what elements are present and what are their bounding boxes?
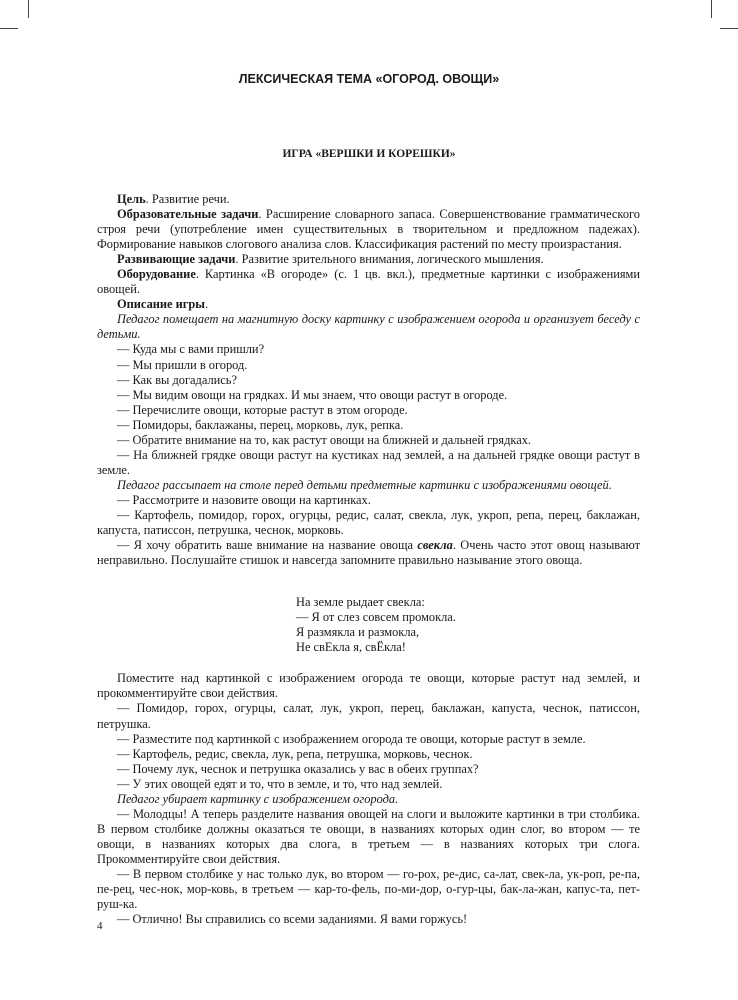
edu-tasks-label: Образовательные задачи xyxy=(117,207,259,222)
edu-tasks-paragraph xyxy=(97,207,640,252)
dev-tasks-label: Развивающие задачи xyxy=(117,252,236,267)
goal-text: . Развитие речи. xyxy=(145,192,230,206)
equipment-paragraph xyxy=(97,267,640,297)
spacer xyxy=(97,568,640,595)
crop-mark-top-left xyxy=(28,0,29,18)
dialogue-line: — На ближней грядке овощи растут на кустиках над землей, а на дальней грядке овощи растут в земле. xyxy=(97,447,640,477)
dialogue-line: — Помидоры, баклажаны, перец, морковь, лук, репка. xyxy=(117,417,404,432)
page-number: 4 xyxy=(97,920,103,932)
document-body xyxy=(97,192,640,927)
beet-pre: — Я хочу обратить ваше внимание на название овоща xyxy=(117,538,418,553)
beet-post: . Очень часто этот овощ называют неправильно. Послушайте стишок и навсегда запомните правильно называние этого овоща. xyxy=(97,538,641,568)
dialogue-line: Поместите над картинкой с изображением огорода те овощи, которые растут над землей, и прокомментируйте свои действия. xyxy=(97,671,640,701)
poem-line: — Я от слез совсем промокла. xyxy=(296,610,456,625)
dialogue-line: — Перечислите овощи, которые растут в этом огороде. xyxy=(117,402,408,417)
dev-tasks-paragraph xyxy=(97,252,640,267)
description-label: Описание игры xyxy=(117,297,205,312)
beet-word: свекла xyxy=(417,538,453,553)
topic-title: ЛЕКСИЧЕСКАЯ ТЕМА «ОГОРОД. ОВОЩИ» xyxy=(238,72,500,86)
dialogue-line: — Мы пришли в огород. xyxy=(117,357,248,372)
dialogue-line: — Мы видим овощи на грядках. И мы знаем, что овощи растут в огороде. xyxy=(117,387,508,402)
dialogue-line: — Как вы догадались? xyxy=(117,372,237,387)
description-heading xyxy=(97,297,640,312)
crop-mark-top-right-h xyxy=(720,28,738,29)
dialogue-line: — У этих овощей едят и то, что в земле, и то, что над землей. xyxy=(117,776,443,791)
dialogue-line: — Обратите внимание на то, как растут овощи на ближней и дальней грядках. xyxy=(117,432,531,447)
dialogue-line: — Рассмотрите и назовите овощи на картинках. xyxy=(117,492,371,507)
equipment-label: Оборудование xyxy=(117,267,196,282)
dialogue-line: — Картофель, помидор, горох, огурцы, редис, салат, свекла, лук, укроп, репа, перец, баклажан, капуста, патиссон, петрушка, чеснок, морковь. xyxy=(97,507,640,538)
poem-line: Не свЕкла я, свЁкла! xyxy=(296,640,406,655)
beet-paragraph xyxy=(97,538,640,568)
dialogue-line: — Куда мы с вами пришли? xyxy=(117,342,265,357)
dialogue-line: — Отлично! Вы справились со всеми заданиями. Я вами горжусь! xyxy=(117,912,468,927)
poem-line: Я размякла и размокла, xyxy=(296,625,420,640)
poem xyxy=(296,595,640,655)
dialogue-line: — Молодцы! А теперь разделите названия овощей на слоги и выложите картинки в три столбика. В первом столбике должны оказаться те овощи, в названиях которых один слог, во втором — те овощи, в названиях которых два слога, в третьем — в названиях которых три слога. Прокомментируйте свои действия. xyxy=(97,806,640,866)
goal-paragraph xyxy=(97,192,640,207)
dialogue-line: — Разместите под картинкой с изображением огорода те овощи, которые растут в земле. xyxy=(117,731,586,746)
equipment-text: . Картинка «В огороде» (с. 1 цв. вкл.), предметные картинки с изображениями овощей. xyxy=(97,267,640,297)
crop-mark-top-left-h xyxy=(0,28,18,29)
stage-direction: Педагог убирает картинку с изображением огорода. xyxy=(117,791,399,806)
dev-tasks-text: . Развитие зрительного внимания, логического мышления. xyxy=(235,252,544,267)
crop-mark-top-right xyxy=(711,0,712,18)
dialogue-line: — В первом столбике у нас только лук, во втором — го-рох, ре-дис, са-лат, свек-ла, ук-роп, ре-па, пе-рец, чес-нок, мор-ковь, в третьем — кар-то-фель, по-ми-дор, о-гур-цы, бак-ла-жан, капус-та, пет-руш-ка. xyxy=(97,866,640,912)
description-dot: . xyxy=(204,297,209,312)
game-title: ИГРА «ВЕРШКИ И КОРЕШКИ» xyxy=(282,148,456,160)
spacer xyxy=(97,655,640,671)
edu-tasks-text: . Расширение словарного запаса. Совершенствование грамматического строя речи (употребление имен существительных в творительном и предложном падежах). Формирование навыков слогового анализа слов. Классификация растений по месту произрастания. xyxy=(97,207,640,252)
stage-direction: Педагог рассыпает на столе перед детьми предметные картинки с изображениями овощей. xyxy=(117,477,612,492)
stage-direction: Педагог помещает на магнитную доску картинку с изображением огорода и организует беседу с детьми. xyxy=(97,312,640,342)
dialogue-line: — Почему лук, чеснок и петрушка оказались у вас в обеих группах? xyxy=(117,761,479,776)
goal-label: Цель xyxy=(117,192,146,206)
poem-line: На земле рыдает свекла: xyxy=(296,595,425,610)
dialogue-line: — Помидор, горох, огурцы, салат, лук, укроп, перец, баклажан, капуста, чеснок, патиссон, петрушка. xyxy=(97,701,640,731)
dialogue-line: — Картофель, редис, свекла, лук, репа, петрушка, морковь, чеснок. xyxy=(117,746,473,761)
